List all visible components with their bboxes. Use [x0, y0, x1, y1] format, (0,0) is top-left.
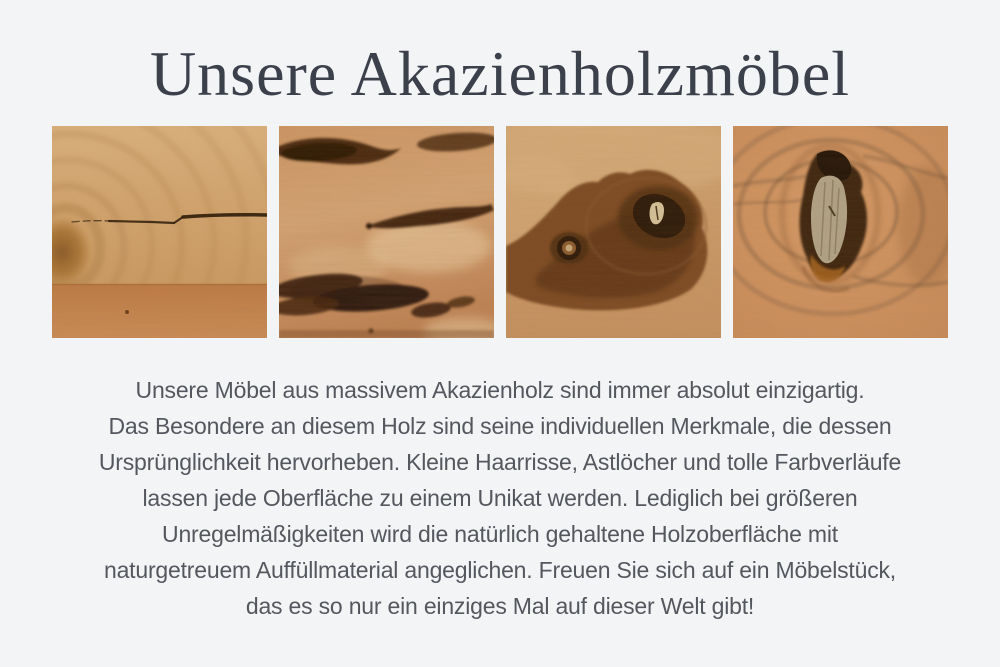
page-title: Unsere Akazienholzmöbel: [149, 38, 851, 109]
description-line: Ursprünglichkeit hervorheben. Kleine Haarrisse, Astlöcher und tolle Farbverläufe: [98, 449, 902, 475]
description-line: lassen jede Oberfläche zu einem Unikat werden. Lediglich bei größeren: [142, 485, 858, 511]
wood-crack-image: [52, 126, 267, 338]
description-line: naturgetreuem Auffüllmaterial angeglichen. Freuen Sie sich auf ein Möbelstück,: [104, 557, 896, 583]
wood-knothole-image: [733, 126, 948, 338]
wood-sample-bark-streaks: [279, 126, 494, 338]
wood-large-knot-image: [506, 126, 721, 338]
description-line: Unsere Möbel aus massivem Akazienholz sind immer absolut einzigartig.: [135, 377, 865, 403]
description-line: das es so nur ein einziges Mal auf dieser Welt gibt!: [245, 593, 755, 619]
wood-sample-knothole: [733, 126, 948, 338]
description-line: Das Besondere an diesem Holz sind seine individuellen Merkmale, die dessen: [108, 413, 892, 439]
description-line: Unregelmäßigkeiten wird die natürlich gehaltene Holzoberfläche mit: [162, 521, 838, 547]
wood-streaks-image: [279, 126, 494, 338]
description-text: [0, 372, 1000, 624]
wood-sample-large-knot: [506, 126, 721, 338]
wood-sample-gallery: [52, 126, 948, 338]
wood-sample-crack: [52, 126, 267, 338]
